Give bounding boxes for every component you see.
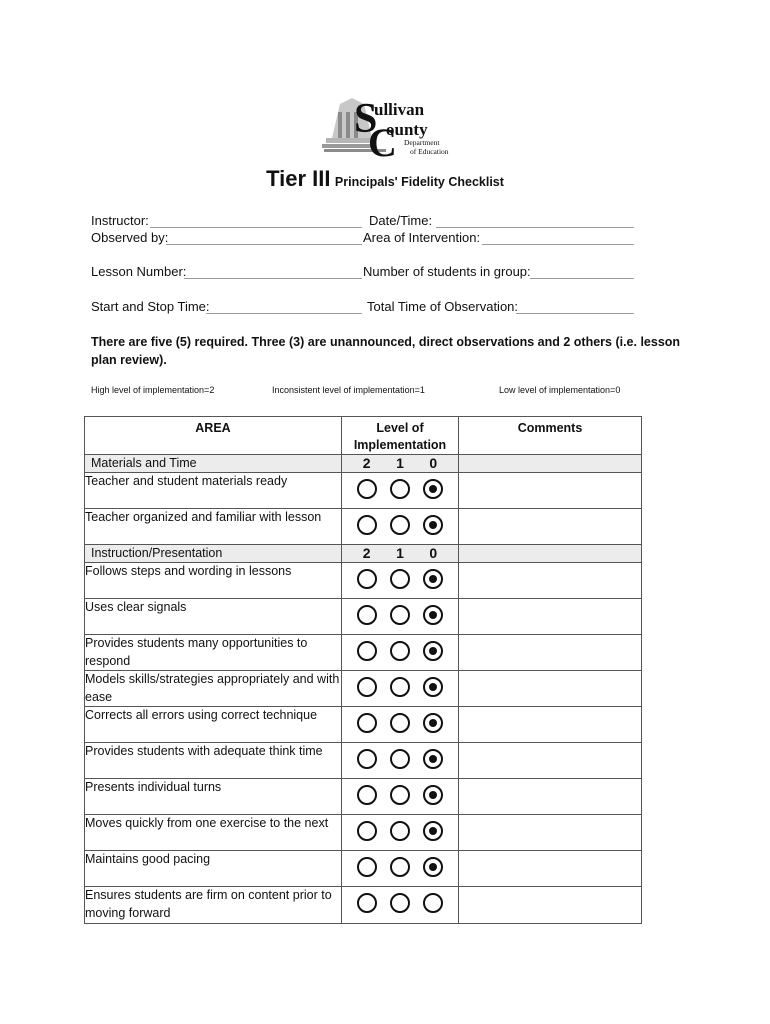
rating-radio-group	[342, 671, 458, 697]
rating-radio-0[interactable]	[423, 605, 443, 625]
scale-number-1: 1	[396, 545, 404, 561]
rating-radio-1[interactable]	[390, 641, 410, 661]
item-comments-cell[interactable]	[459, 815, 642, 851]
item-comments-cell[interactable]	[459, 599, 642, 635]
rating-radio-1[interactable]	[390, 569, 410, 589]
rating-radio-1[interactable]	[390, 605, 410, 625]
item-comments-cell[interactable]	[459, 473, 642, 509]
item-rating	[342, 851, 459, 887]
requirements-note: There are five (5) required. Three (3) are unannounced, direct observations and 2 others (i.e. lesson plan review).	[91, 335, 681, 367]
total-time-field[interactable]	[516, 313, 634, 314]
date-time-label: Date/Time:	[369, 213, 433, 228]
table-row	[85, 473, 642, 509]
section-comments-cell	[459, 545, 642, 563]
scale-numbers	[342, 545, 458, 562]
item-comments-cell[interactable]	[459, 779, 642, 815]
rating-radio-group	[342, 509, 458, 535]
item-comments-cell[interactable]	[459, 851, 642, 887]
svg-text:S: S	[354, 96, 378, 142]
table-row	[85, 743, 642, 779]
item-comments-cell[interactable]	[459, 671, 642, 707]
num-students-field[interactable]	[530, 278, 634, 279]
start-stop-field[interactable]	[206, 313, 362, 314]
lesson-number-label: Lesson Number:	[91, 264, 187, 279]
rating-radio-2[interactable]	[357, 605, 377, 625]
lesson-number-field[interactable]	[184, 278, 362, 279]
item-rating	[342, 473, 459, 509]
sullivan-county-logo	[318, 94, 454, 160]
page-title	[0, 166, 770, 192]
item-label: Maintains good pacing	[85, 851, 342, 887]
title-sub: Principals' Fidelity Checklist	[334, 175, 504, 189]
section-scale	[342, 455, 459, 473]
rating-radio-2[interactable]	[357, 785, 377, 805]
scale-number-2: 2	[362, 455, 371, 471]
section-comments-cell	[459, 455, 642, 473]
area-of-intervention-field[interactable]	[482, 244, 634, 245]
logo-dept-line1: Department	[404, 138, 440, 147]
item-label: Teacher organized and familiar with lesson	[85, 509, 342, 545]
rating-radio-1[interactable]	[390, 515, 410, 535]
rating-radio-group	[342, 473, 458, 499]
header-level: Level of Implementation	[342, 417, 459, 455]
item-comments-cell[interactable]	[459, 707, 642, 743]
scale-number-0: 0	[429, 545, 438, 561]
item-rating	[342, 887, 459, 923]
item-label: Teacher and student materials ready	[85, 473, 342, 509]
rating-radio-0[interactable]	[423, 641, 443, 661]
scale-numbers	[342, 455, 458, 472]
rating-radio-0[interactable]	[423, 569, 443, 589]
item-rating	[342, 707, 459, 743]
rating-radio-1[interactable]	[390, 677, 410, 697]
scale-number-0: 0	[429, 455, 438, 471]
rating-radio-1[interactable]	[390, 893, 410, 913]
table-row	[85, 779, 642, 815]
rating-radio-0[interactable]	[423, 857, 443, 877]
rating-radio-group	[342, 707, 458, 733]
legend-inconsistent: Inconsistent level of implementation=1	[272, 385, 425, 395]
item-label: Provides students with adequate think time	[85, 743, 342, 779]
rating-radio-group	[342, 887, 458, 913]
rating-radio-0[interactable]	[423, 515, 443, 535]
table-row	[85, 563, 642, 599]
item-rating	[342, 743, 459, 779]
scale-number-1: 1	[396, 455, 404, 471]
table-row	[85, 851, 642, 887]
rating-radio-0[interactable]	[423, 821, 443, 841]
header-area: AREA	[85, 417, 342, 455]
item-label: Moves quickly from one exercise to the next	[85, 815, 342, 851]
logo-text-line1: ullivan	[374, 100, 425, 119]
rating-radio-2[interactable]	[357, 677, 377, 697]
rating-radio-0[interactable]	[423, 479, 443, 499]
legend-low: Low level of implementation=0	[499, 385, 621, 395]
rating-radio-group	[342, 599, 458, 625]
section-row	[85, 455, 642, 473]
rating-radio-1[interactable]	[390, 749, 410, 769]
rating-radio-2[interactable]	[357, 515, 377, 535]
item-rating	[342, 509, 459, 545]
legend-high: High level of implementation=2	[91, 385, 215, 395]
rating-radio-group	[342, 563, 458, 589]
item-comments-cell[interactable]	[459, 887, 642, 923]
rating-radio-2[interactable]	[357, 479, 377, 499]
rating-radio-0[interactable]	[423, 677, 443, 697]
start-stop-label: Start and Stop Time:	[91, 299, 210, 314]
num-students-label: Number of students in group:	[363, 264, 531, 279]
fidelity-checklist-table	[84, 416, 642, 924]
observed-by-field[interactable]	[166, 244, 362, 245]
instructor-field[interactable]	[150, 227, 362, 228]
section-title: Instruction/Presentation	[85, 545, 342, 563]
section-row	[85, 545, 642, 563]
table-row	[85, 815, 642, 851]
table-row	[85, 671, 642, 707]
rating-radio-0[interactable]	[423, 749, 443, 769]
item-label: Presents individual turns	[85, 779, 342, 815]
header-comments: Comments	[459, 417, 642, 455]
item-comments-cell[interactable]	[459, 743, 642, 779]
table-row	[85, 635, 642, 671]
observed-by-label: Observed by:	[91, 230, 169, 245]
table-row	[85, 509, 642, 545]
item-rating	[342, 635, 459, 671]
table-row	[85, 887, 642, 923]
title-main: Tier III	[266, 166, 331, 191]
rating-radio-0[interactable]	[423, 713, 443, 733]
rating-radio-2[interactable]	[357, 893, 377, 913]
rating-radio-1[interactable]	[390, 821, 410, 841]
item-rating	[342, 671, 459, 707]
table-row	[85, 599, 642, 635]
item-label: Provides students many opportunities to respond	[85, 635, 342, 671]
rating-radio-2[interactable]	[357, 821, 377, 841]
area-of-intervention-label: Area of Intervention:	[363, 230, 481, 245]
checklist-body	[85, 455, 642, 924]
item-comments-cell[interactable]	[459, 635, 642, 671]
logo-dept-line2: of Education	[410, 147, 449, 156]
rating-radio-1[interactable]	[390, 713, 410, 733]
total-time-label: Total Time of Observation:	[367, 299, 519, 314]
logo-text-line2: ounty	[386, 120, 428, 139]
item-rating	[342, 815, 459, 851]
rating-radio-group	[342, 815, 458, 841]
rating-radio-0[interactable]	[423, 785, 443, 805]
rating-radio-0[interactable]	[423, 893, 443, 913]
item-comments-cell[interactable]	[459, 509, 642, 545]
rating-radio-1[interactable]	[390, 479, 410, 499]
rating-radio-group	[342, 851, 458, 877]
rating-radio-2[interactable]	[357, 749, 377, 769]
table-row	[85, 707, 642, 743]
section-scale	[342, 545, 459, 563]
rating-radio-group	[342, 743, 458, 769]
rating-radio-1[interactable]	[390, 785, 410, 805]
item-label: Corrects all errors using correct technique	[85, 707, 342, 743]
rating-radio-2[interactable]	[357, 641, 377, 661]
item-rating	[342, 599, 459, 635]
item-label: Models skills/strategies appropriately and with ease	[85, 671, 342, 707]
item-comments-cell[interactable]	[459, 563, 642, 599]
date-time-field[interactable]	[436, 227, 634, 228]
instructor-label: Instructor:	[91, 213, 149, 228]
rating-radio-group	[342, 779, 458, 805]
rating-radio-2[interactable]	[357, 857, 377, 877]
item-rating	[342, 779, 459, 815]
item-label: Follows steps and wording in lessons	[85, 563, 342, 599]
rating-radio-group	[342, 635, 458, 661]
svg-text:C: C	[368, 120, 397, 160]
rating-radio-2[interactable]	[357, 713, 377, 733]
rating-radio-2[interactable]	[357, 569, 377, 589]
item-label: Uses clear signals	[85, 599, 342, 635]
item-rating	[342, 563, 459, 599]
rating-radio-1[interactable]	[390, 857, 410, 877]
scale-number-2: 2	[362, 545, 371, 561]
section-title: Materials and Time	[85, 455, 342, 473]
item-label: Ensures students are firm on content prior to moving forward	[85, 887, 342, 923]
